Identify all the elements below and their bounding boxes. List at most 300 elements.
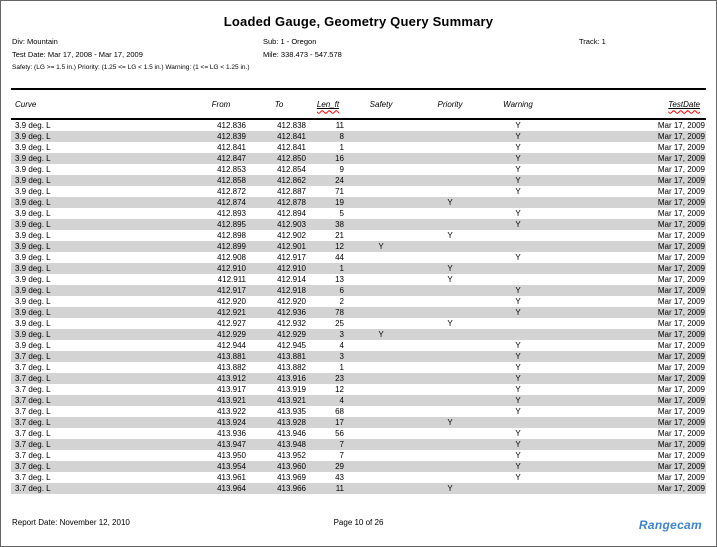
table-row: [11, 252, 706, 263]
meta-test-date: Test Date: Mar 17, 2008 - Mar 17, 2009: [12, 50, 143, 59]
cell-curve: 3.9 deg. L: [15, 253, 51, 262]
cell-curve: 3.9 deg. L: [15, 330, 51, 339]
cell-curve: 3.9 deg. L: [15, 231, 51, 240]
cell-warning: Y: [515, 154, 521, 163]
cell-len_ft: 8: [339, 132, 344, 141]
table-row: [11, 340, 706, 351]
cell-warning: Y: [515, 396, 521, 405]
cell-to: 412.936: [277, 308, 306, 317]
cell-test_date: Mar 17, 2009: [657, 473, 705, 482]
cell-priority: [415, 175, 485, 186]
page-title: Loaded Gauge, Geometry Query Summary: [223, 14, 494, 29]
cell-priority: [415, 131, 485, 142]
cell-curve: 3.9 deg. L: [15, 121, 51, 130]
cell-curve: 3.7 deg. L: [15, 462, 51, 471]
cell-safety: [347, 461, 415, 472]
cell-to: 413.881: [277, 352, 306, 361]
cell-curve: 3.7 deg. L: [15, 473, 51, 482]
table-row: [11, 296, 706, 307]
table-row: [11, 450, 706, 461]
cell-warning: Y: [515, 352, 521, 361]
cell-from: 412.911: [217, 275, 246, 284]
cell-curve: 3.9 deg. L: [15, 242, 51, 251]
cell-safety: [347, 274, 415, 285]
cell-safety: [347, 351, 415, 362]
cell-len_ft: 12: [335, 242, 344, 251]
cell-safety: [347, 307, 415, 318]
meta-mile: Mile: 338.473 - 547.578: [263, 50, 342, 59]
cell-to: 413.960: [277, 462, 306, 471]
cell-len_ft: 19: [335, 198, 344, 207]
table-row: [11, 351, 706, 362]
cell-len_ft: 17: [335, 418, 344, 427]
cell-from: 412.920: [217, 297, 246, 306]
cell-warning: Y: [515, 473, 521, 482]
cell-to: 413.952: [277, 451, 306, 460]
cell-safety: [347, 208, 415, 219]
cell-curve: 3.9 deg. L: [15, 132, 51, 141]
meta-track: Track: 1: [579, 37, 606, 46]
cell-test_date: Mar 17, 2009: [657, 418, 705, 427]
table-row: [11, 417, 706, 428]
len-ft-label: Len_ft: [316, 99, 340, 109]
cell-test_date: Mar 17, 2009: [657, 176, 705, 185]
cell-to: 412.903: [277, 220, 306, 229]
cell-len_ft: 7: [339, 440, 344, 449]
cell-warning: Y: [515, 407, 521, 416]
cell-warning: Y: [515, 143, 521, 152]
cell-priority: [415, 384, 485, 395]
cell-safety: [347, 450, 415, 461]
cell-safety: [347, 439, 415, 450]
cell-to: 412.887: [277, 187, 306, 196]
cell-warning: Y: [515, 451, 521, 460]
cell-test_date: Mar 17, 2009: [657, 308, 705, 317]
cell-warning: [485, 417, 551, 428]
cell-len_ft: 56: [335, 429, 344, 438]
cell-from: 412.927: [217, 319, 246, 328]
cell-curve: 3.9 deg. L: [15, 176, 51, 185]
table-row: [11, 208, 706, 219]
cell-warning: [485, 241, 551, 252]
cell-curve: 3.9 deg. L: [15, 198, 51, 207]
cell-safety: [347, 395, 415, 406]
cell-curve: 3.7 deg. L: [15, 352, 51, 361]
cell-test_date: Mar 17, 2009: [657, 363, 705, 372]
cell-curve: 3.7 deg. L: [15, 484, 51, 493]
cell-from: 412.898: [217, 231, 246, 240]
cell-len_ft: 71: [335, 187, 344, 196]
cell-curve: 3.7 deg. L: [15, 396, 51, 405]
cell-test_date: Mar 17, 2009: [657, 132, 705, 141]
cell-to: 412.920: [277, 297, 306, 306]
cell-priority: Y: [447, 275, 453, 284]
cell-test_date: Mar 17, 2009: [657, 198, 705, 207]
cell-safety: [347, 153, 415, 164]
cell-curve: 3.9 deg. L: [15, 220, 51, 229]
cell-priority: [415, 439, 485, 450]
cell-from: 412.836: [217, 121, 246, 130]
cell-from: 413.922: [217, 407, 246, 416]
cell-test_date: Mar 17, 2009: [657, 352, 705, 361]
cell-len_ft: 4: [339, 396, 344, 405]
cell-warning: Y: [515, 220, 521, 229]
cell-priority: [415, 461, 485, 472]
cell-curve: 3.7 deg. L: [15, 385, 51, 394]
cell-len_ft: 44: [335, 253, 344, 262]
cell-to: 413.966: [277, 484, 306, 493]
cell-to: 412.902: [277, 231, 306, 240]
cell-priority: [415, 153, 485, 164]
cell-safety: [347, 263, 415, 274]
cell-warning: [485, 230, 551, 241]
cell-from: 412.839: [217, 132, 246, 141]
cell-from: 412.847: [217, 154, 246, 163]
cell-to: 412.862: [277, 176, 306, 185]
meta-division: Div: Mountain: [12, 37, 58, 46]
column-header-from: From: [193, 89, 249, 119]
cell-from: 413.964: [217, 484, 246, 493]
cell-len_ft: 6: [339, 286, 344, 295]
column-header-safety: Safety: [347, 89, 415, 119]
cell-warning: [485, 263, 551, 274]
cell-curve: 3.7 deg. L: [15, 440, 51, 449]
cell-to: 413.969: [277, 473, 306, 482]
cell-safety: [347, 340, 415, 351]
cell-warning: Y: [515, 341, 521, 350]
cell-to: 413.948: [277, 440, 306, 449]
table-row: [11, 483, 706, 494]
cell-len_ft: 78: [335, 308, 344, 317]
cell-len_ft: 16: [335, 154, 344, 163]
cell-safety: [347, 417, 415, 428]
cell-from: 412.853: [217, 165, 246, 174]
footer-report-date: Report Date: November 12, 2010: [12, 518, 130, 527]
column-header-to: To: [249, 89, 309, 119]
column-header-warning: Warning: [485, 89, 551, 119]
cell-to: 412.929: [277, 330, 306, 339]
cell-to: 413.916: [277, 374, 306, 383]
cell-priority: [415, 340, 485, 351]
cell-len_ft: 11: [335, 484, 344, 493]
cell-from: 412.841: [217, 143, 246, 152]
cell-from: 412.944: [217, 341, 246, 350]
cell-test_date: Mar 17, 2009: [657, 407, 705, 416]
cell-safety: [347, 219, 415, 230]
cell-test_date: Mar 17, 2009: [657, 264, 705, 273]
cell-curve: 3.9 deg. L: [15, 143, 51, 152]
cell-priority: [415, 142, 485, 153]
cell-test_date: Mar 17, 2009: [657, 231, 705, 240]
table-row: [11, 285, 706, 296]
column-header-len-ft: [309, 89, 347, 119]
cell-test_date: Mar 17, 2009: [657, 319, 705, 328]
cell-test_date: Mar 17, 2009: [657, 187, 705, 196]
cell-test_date: Mar 17, 2009: [657, 385, 705, 394]
table-row: [11, 186, 706, 197]
cell-to: 412.878: [277, 198, 306, 207]
cell-curve: 3.9 deg. L: [15, 286, 51, 295]
cell-warning: Y: [515, 209, 521, 218]
cell-priority: [415, 428, 485, 439]
cell-to: 412.850: [277, 154, 306, 163]
cell-priority: Y: [447, 231, 453, 240]
cell-warning: [485, 274, 551, 285]
table-row: [11, 142, 706, 153]
cell-from: 412.872: [217, 187, 246, 196]
cell-priority: [415, 164, 485, 175]
cell-safety: [347, 472, 415, 483]
cell-priority: [415, 285, 485, 296]
cell-warning: Y: [515, 385, 521, 394]
cell-len_ft: 3: [339, 330, 344, 339]
cell-test_date: Mar 17, 2009: [657, 396, 705, 405]
cell-len_ft: 7: [339, 451, 344, 460]
cell-to: 412.901: [277, 242, 306, 251]
cell-from: 413.950: [217, 451, 246, 460]
cell-priority: [415, 208, 485, 219]
cell-from: 413.882: [217, 363, 246, 372]
cell-safety: [347, 384, 415, 395]
cell-safety: Y: [378, 330, 384, 339]
table-row: [11, 153, 706, 164]
cell-to: 412.894: [277, 209, 306, 218]
cell-len_ft: 9: [339, 165, 344, 174]
cell-safety: Y: [378, 242, 384, 251]
cell-warning: Y: [515, 429, 521, 438]
cell-safety: [347, 175, 415, 186]
cell-curve: 3.7 deg. L: [15, 374, 51, 383]
cell-test_date: Mar 17, 2009: [657, 220, 705, 229]
table-header-row: [11, 89, 706, 119]
cell-safety: [347, 483, 415, 494]
table-row: [11, 241, 706, 252]
cell-to: 413.919: [277, 385, 306, 394]
cell-test_date: Mar 17, 2009: [657, 440, 705, 449]
cell-curve: 3.7 deg. L: [15, 451, 51, 460]
cell-safety: [347, 252, 415, 263]
footer-page-number: Page 10 of 26: [333, 518, 384, 527]
cell-safety: [347, 119, 415, 131]
cell-priority: Y: [447, 198, 453, 207]
cell-test_date: Mar 17, 2009: [657, 165, 705, 174]
cell-curve: 3.9 deg. L: [15, 297, 51, 306]
cell-test_date: Mar 17, 2009: [657, 286, 705, 295]
cell-priority: [415, 241, 485, 252]
cell-len_ft: 43: [335, 473, 344, 482]
cell-warning: Y: [515, 440, 521, 449]
cell-len_ft: 21: [335, 231, 344, 240]
cell-from: 413.912: [217, 374, 246, 383]
cell-curve: 3.9 deg. L: [15, 209, 51, 218]
table-body: [11, 119, 706, 494]
table-row: [11, 384, 706, 395]
cell-priority: [415, 119, 485, 131]
cell-len_ft: 38: [335, 220, 344, 229]
cell-to: 412.945: [277, 341, 306, 350]
cell-len_ft: 5: [339, 209, 344, 218]
table-row: [11, 461, 706, 472]
cell-from: 412.858: [217, 176, 246, 185]
cell-len_ft: 3: [339, 352, 344, 361]
cell-warning: Y: [515, 121, 521, 130]
cell-curve: 3.9 deg. L: [15, 187, 51, 196]
column-header-priority: Priority: [415, 89, 485, 119]
cell-priority: [415, 296, 485, 307]
cell-warning: Y: [515, 165, 521, 174]
summary-table: [11, 88, 706, 494]
cell-priority: [415, 252, 485, 263]
cell-test_date: Mar 17, 2009: [657, 275, 705, 284]
cell-to: 412.914: [277, 275, 306, 284]
cell-to: 413.882: [277, 363, 306, 372]
cell-curve: 3.9 deg. L: [15, 341, 51, 350]
cell-priority: [415, 373, 485, 384]
cell-priority: [415, 450, 485, 461]
cell-curve: 3.7 deg. L: [15, 418, 51, 427]
cell-to: 412.841: [277, 143, 306, 152]
cell-test_date: Mar 17, 2009: [657, 242, 705, 251]
cell-test_date: Mar 17, 2009: [657, 484, 705, 493]
cell-test_date: Mar 17, 2009: [657, 297, 705, 306]
cell-from: 412.899: [217, 242, 246, 251]
table-row: [11, 131, 706, 142]
cell-from: 413.924: [217, 418, 246, 427]
cell-priority: [415, 472, 485, 483]
cell-to: 412.932: [277, 319, 306, 328]
cell-priority: [415, 395, 485, 406]
column-header-testdate: [551, 89, 706, 119]
cell-priority: Y: [447, 319, 453, 328]
cell-safety: [347, 285, 415, 296]
cell-len_ft: 4: [339, 341, 344, 350]
cell-len_ft: 1: [339, 363, 344, 372]
cell-priority: Y: [447, 264, 453, 273]
cell-from: 412.893: [217, 209, 246, 218]
table-row: [11, 428, 706, 439]
cell-priority: Y: [447, 484, 453, 493]
cell-test_date: Mar 17, 2009: [657, 121, 705, 130]
cell-safety: [347, 197, 415, 208]
cell-test_date: Mar 17, 2009: [657, 429, 705, 438]
table-row: [11, 307, 706, 318]
cell-to: 413.928: [277, 418, 306, 427]
table-row: [11, 219, 706, 230]
cell-test_date: Mar 17, 2009: [657, 341, 705, 350]
threshold-legend: Safety: (LG >= 1.5 in.) Priority: (1.25 <= LG < 1.5 in.) Warning: (1 <= LG < 1.25 in.): [12, 64, 250, 71]
cell-warning: Y: [515, 187, 521, 196]
cell-curve: 3.9 deg. L: [15, 275, 51, 284]
table-row: [11, 395, 706, 406]
cell-safety: [347, 373, 415, 384]
cell-test_date: Mar 17, 2009: [657, 253, 705, 262]
cell-curve: 3.9 deg. L: [15, 154, 51, 163]
cell-len_ft: 23: [335, 374, 344, 383]
cell-to: 412.838: [277, 121, 306, 130]
table-row: [11, 263, 706, 274]
cell-len_ft: 1: [339, 143, 344, 152]
cell-len_ft: 68: [335, 407, 344, 416]
cell-safety: [347, 362, 415, 373]
meta-sub: Sub: 1 - Oregon: [263, 37, 317, 46]
cell-from: 412.917: [217, 286, 246, 295]
cell-warning: [485, 197, 551, 208]
table-row: [11, 230, 706, 241]
cell-priority: [415, 186, 485, 197]
cell-priority: [415, 406, 485, 417]
cell-curve: 3.9 deg. L: [15, 165, 51, 174]
cell-priority: Y: [447, 418, 453, 427]
table-row: [11, 318, 706, 329]
cell-from: 412.929: [217, 330, 246, 339]
table-row: [11, 119, 706, 131]
cell-len_ft: 1: [339, 264, 344, 273]
cell-to: 412.841: [277, 132, 306, 141]
cell-to: 412.918: [277, 286, 306, 295]
cell-from: 413.921: [217, 396, 246, 405]
cell-warning: [485, 483, 551, 494]
cell-safety: [347, 230, 415, 241]
cell-to: 412.917: [277, 253, 306, 262]
cell-to: 413.935: [277, 407, 306, 416]
cell-warning: Y: [515, 286, 521, 295]
cell-warning: Y: [515, 308, 521, 317]
cell-warning: Y: [515, 297, 521, 306]
table-row: [11, 175, 706, 186]
cell-from: 413.947: [217, 440, 246, 449]
cell-priority: [415, 362, 485, 373]
cell-priority: [415, 307, 485, 318]
cell-from: 413.917: [217, 385, 246, 394]
cell-curve: 3.9 deg. L: [15, 264, 51, 273]
table-row: [11, 406, 706, 417]
cell-to: 412.910: [277, 264, 306, 273]
cell-from: 412.910: [217, 264, 246, 273]
table-row: [11, 373, 706, 384]
cell-from: 413.881: [217, 352, 246, 361]
cell-warning: Y: [515, 462, 521, 471]
cell-from: 413.936: [217, 429, 246, 438]
cell-curve: 3.7 deg. L: [15, 363, 51, 372]
rangecam-logo: Rangecam: [638, 518, 702, 532]
cell-len_ft: 13: [335, 275, 344, 284]
cell-curve: 3.9 deg. L: [15, 319, 51, 328]
cell-curve: 3.7 deg. L: [15, 407, 51, 416]
cell-from: 413.961: [217, 473, 246, 482]
cell-safety: [347, 406, 415, 417]
cell-warning: Y: [515, 132, 521, 141]
cell-from: 412.874: [217, 198, 246, 207]
cell-len_ft: 29: [335, 462, 344, 471]
cell-test_date: Mar 17, 2009: [657, 209, 705, 218]
table-row: [11, 329, 706, 340]
cell-len_ft: 12: [335, 385, 344, 394]
cell-test_date: Mar 17, 2009: [657, 330, 705, 339]
cell-to: 412.854: [277, 165, 306, 174]
cell-to: 413.921: [277, 396, 306, 405]
table-row: [11, 197, 706, 208]
cell-safety: [347, 142, 415, 153]
cell-from: 412.895: [217, 220, 246, 229]
cell-warning: Y: [515, 176, 521, 185]
cell-priority: [415, 329, 485, 340]
cell-priority: [415, 219, 485, 230]
cell-test_date: Mar 17, 2009: [657, 462, 705, 471]
cell-safety: [347, 186, 415, 197]
cell-len_ft: 24: [335, 176, 344, 185]
cell-test_date: Mar 17, 2009: [657, 143, 705, 152]
cell-test_date: Mar 17, 2009: [657, 374, 705, 383]
